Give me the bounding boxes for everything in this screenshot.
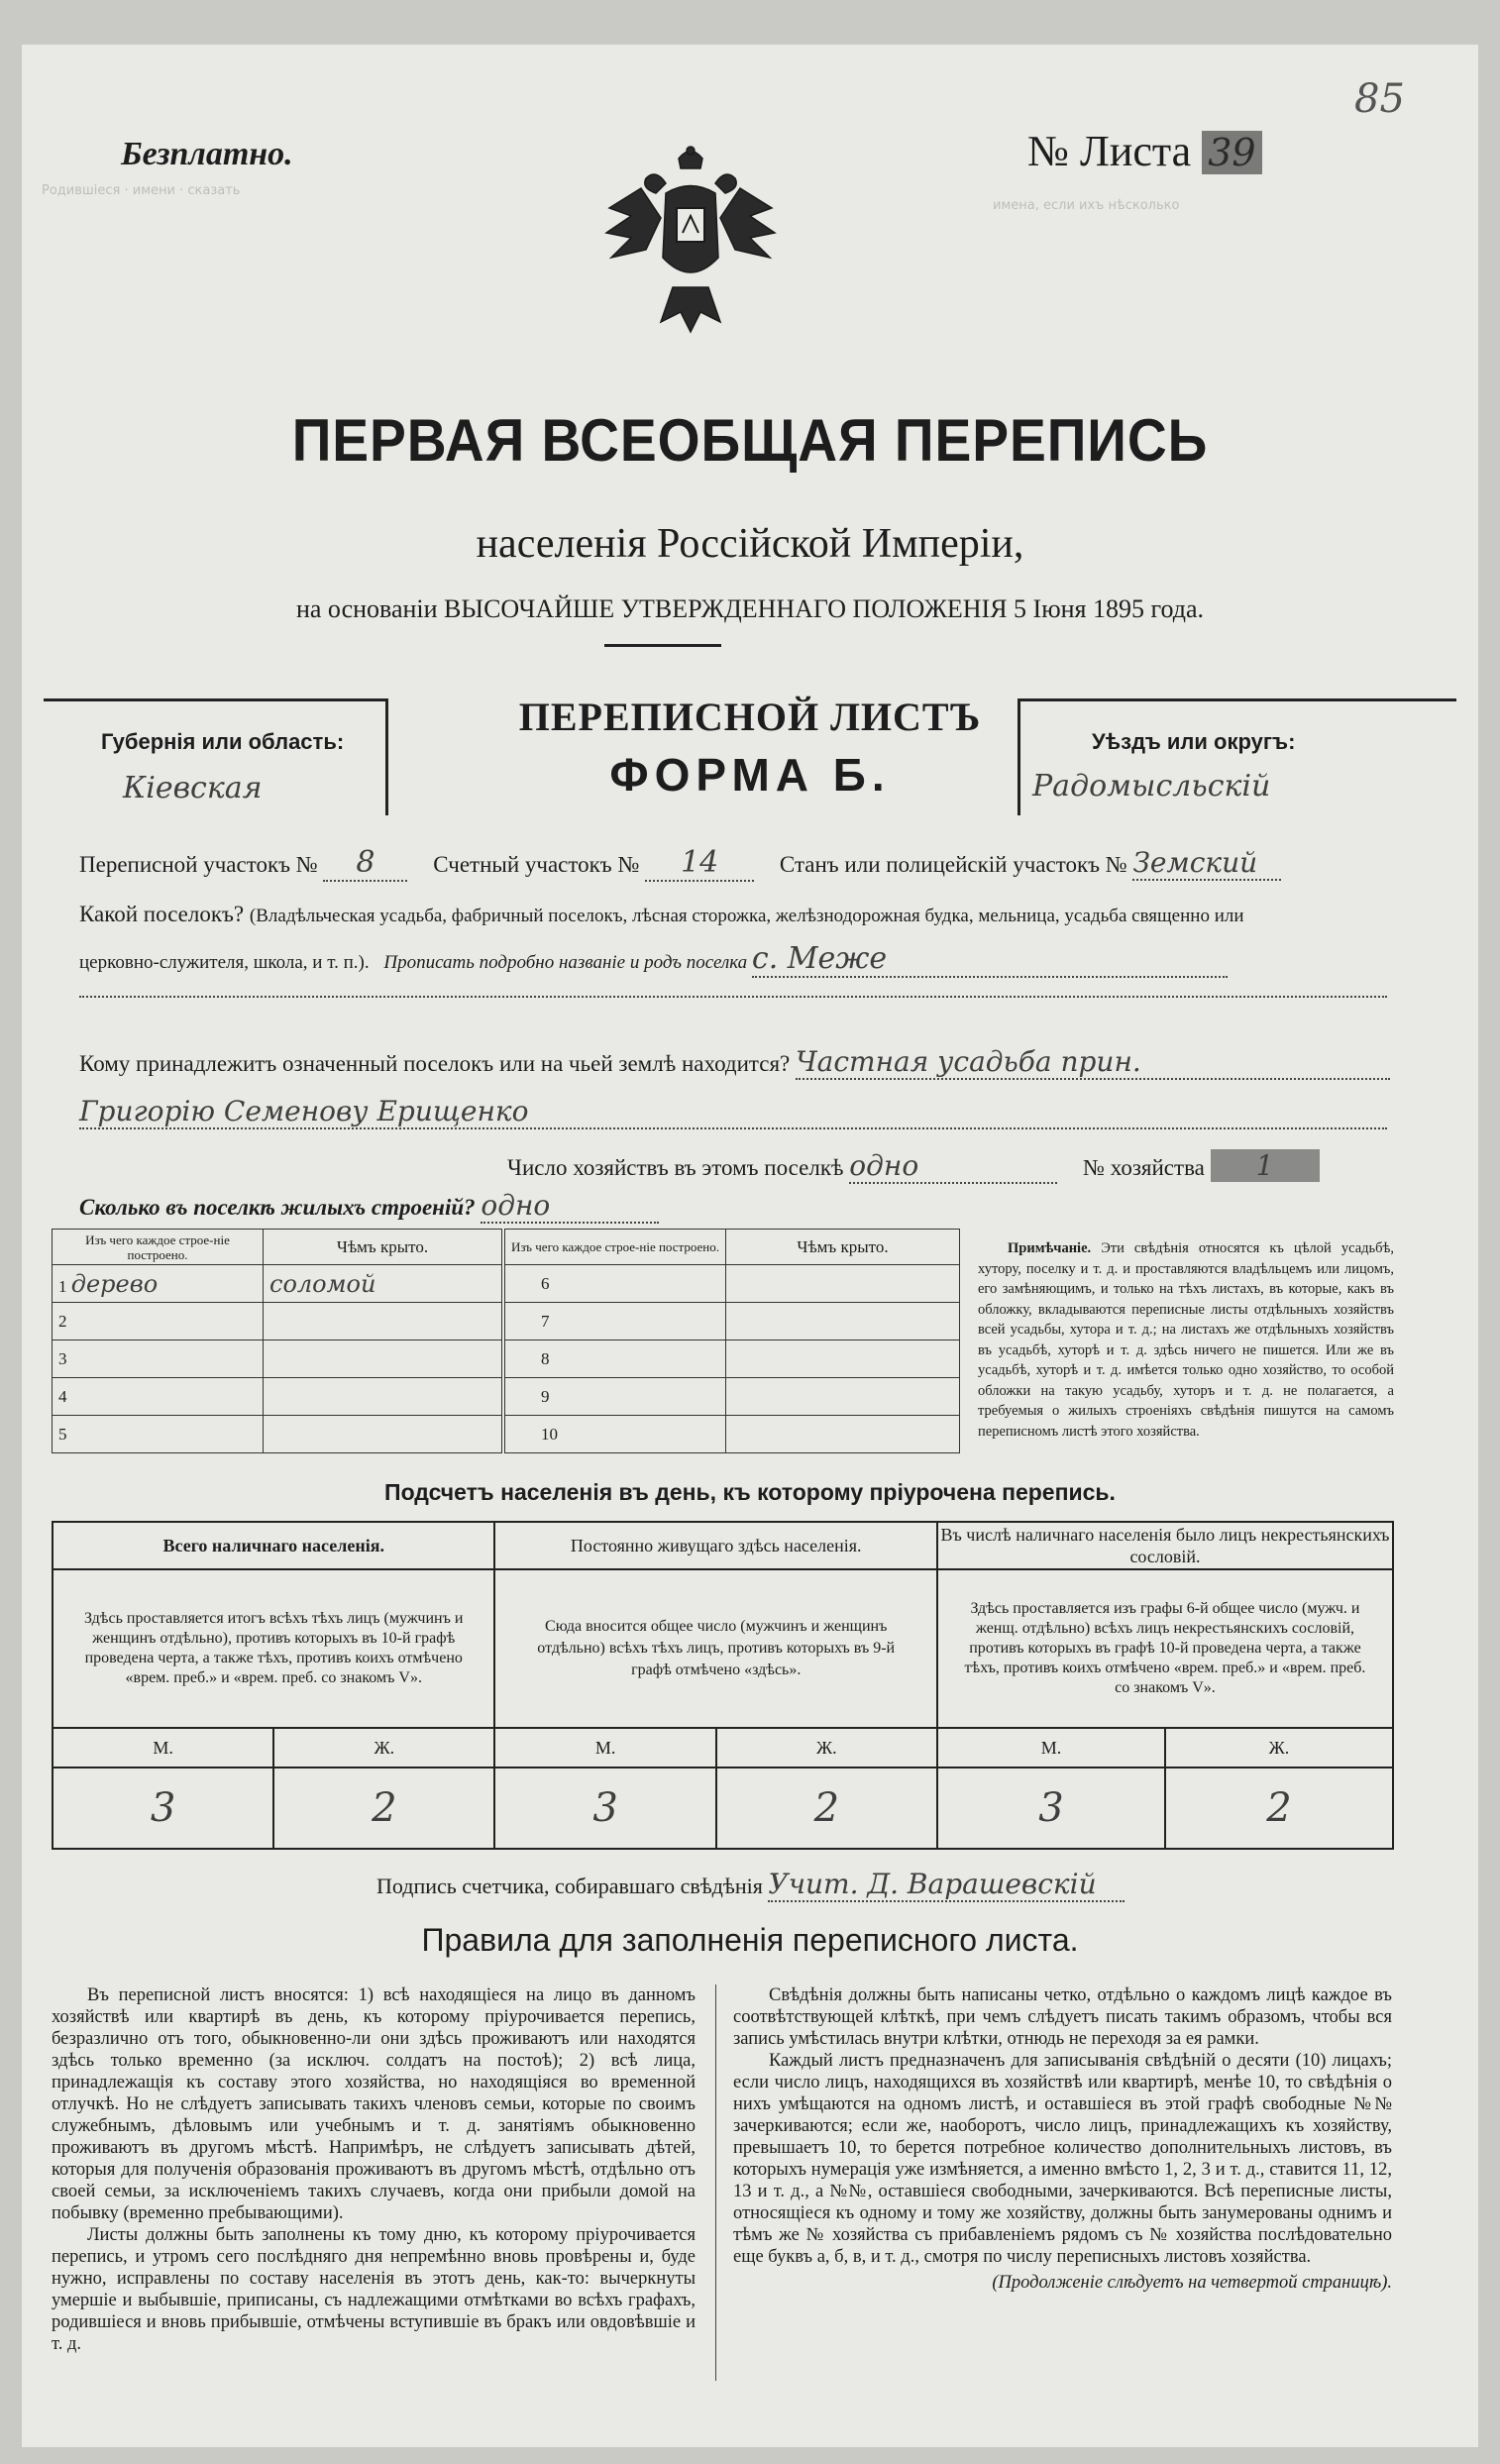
permanent-header: Постоянно живущаго здѣсь населенія. bbox=[494, 1522, 936, 1569]
province-label: Губернія или область: bbox=[101, 729, 345, 754]
rules-left-paragraph-2: Листы должны быть заполнены къ тому дню, къ которому пріурочивается перепись, и утромъ сего послѣдняго дня непремѣнно вновь провѣрены и, буде нужно, исправлены по составу населенія въ этотъ день, как-то: вычеркнуты умершіе и выбывшіе, приписаны, съ надлежащими отмѣтками во всѣхъ графахъ, родившіеся и вновь прибывшіе, отмѣчены вступившіе въ бракъ или овдовѣвшіе и т. д. bbox=[52, 2225, 696, 2354]
census-section-value[interactable]: 8 bbox=[323, 845, 407, 882]
non-peasant-header: Въ числѣ наличнаго населенія было лицъ некрестьянскихъ сословій. bbox=[937, 1522, 1393, 1569]
rules-right-paragraph-2: Каждый листъ предназначенъ для записыванія свѣдѣній о десяти (10) лицахъ; если число лицъ, находящихся въ хозяйствѣ или квартирѣ, менѣе 10, то свѣдѣнія о нихъ умѣщаются на одномъ листѣ, и оставшіеся въ этой графѣ свободные №№ зачеркиваются; если же, наоборотъ, число лицъ, принадлежащихъ къ хозяйству, превышаетъ 10, то берется потребное количество дополнительныхъ листовъ, въ которыхъ нумерація уже измѣняется, а именно вмѣсто 1, 2, 3 и т. д., ставится 11, 12, 13 и т. д., а №№, оставшіеся свободными, зачеркиваются. Всѣ переписные листы, относящіеся къ одному и тому же хозяйству, должны быть занумерованы однимъ и тѣмъ же № хозяйства съ прибавленіемъ рядомъ съ № хозяйства послѣдовательно еще буквъ а, б, в, и т. д., смотря по числу переписныхъ листовъ хозяйства. bbox=[733, 2051, 1392, 2267]
building-row-2[interactable]: 2 bbox=[53, 1303, 264, 1340]
building-row-4[interactable]: 4 bbox=[53, 1378, 264, 1416]
building-material-1[interactable]: дерево bbox=[70, 1269, 159, 1298]
female-header-1: Ж. bbox=[273, 1728, 494, 1768]
census-sheet bbox=[22, 45, 1478, 2447]
settlement-instruction: Прописать подробно названіе и родъ поселка bbox=[383, 952, 748, 973]
buildings-value[interactable]: одно bbox=[481, 1189, 659, 1224]
population-table bbox=[52, 1521, 1394, 1850]
male-header-2: М. bbox=[494, 1728, 715, 1768]
sheet-number bbox=[1027, 126, 1262, 176]
total-present-male[interactable]: 3 bbox=[53, 1768, 273, 1849]
building-roof-10[interactable] bbox=[726, 1416, 960, 1453]
building-row-8[interactable]: 8 bbox=[505, 1340, 726, 1378]
bleed-through-text-right: имена, если ихъ нѣсколько bbox=[993, 198, 1180, 213]
rules-continuation: (Продолженіе слѣдуетъ на четвертой страницѣ). bbox=[992, 2273, 1392, 2293]
male-header-3: М. bbox=[937, 1728, 1165, 1768]
household-number-value[interactable]: 1 bbox=[1211, 1149, 1320, 1182]
title-divider bbox=[604, 644, 721, 647]
non-peasant-male[interactable]: 3 bbox=[937, 1768, 1165, 1849]
legal-basis: на основаніи ВЫСОЧАЙШЕ УТВЕРЖДЕННАГО ПОЛОЖЕНІЯ 5 Іюня 1895 года. bbox=[295, 594, 1205, 623]
signature-value[interactable]: Учит. Д. Варашевскій bbox=[768, 1868, 1125, 1902]
settlement-label: Какой поселокъ? bbox=[79, 902, 245, 926]
settlement-row bbox=[79, 902, 1389, 927]
main-title: ПЕРВАЯ ВСЕОБЩАЯ ПЕРЕПИСЬ bbox=[291, 407, 1209, 474]
female-header-2: Ж. bbox=[716, 1728, 937, 1768]
non-peasant-desc: Здѣсь проставляется изъ графы 6-й общее число (мужч. и женщ. отдѣльно) всѣхъ лицъ некрестьянскихъ сословій, противъ которыхъ въ графѣ 10-й проведена черта, а также тѣхъ, противъ коихъ отмѣчено «врем. преб.» и «врем. преб. со знакомъ V». bbox=[937, 1569, 1393, 1728]
total-present-header: Всего наличнаго населенія. bbox=[53, 1522, 494, 1569]
roof-header-right: Чѣмъ крыто. bbox=[726, 1230, 960, 1265]
owner-value[interactable]: Частная усадьба прин. bbox=[796, 1045, 1390, 1080]
blank-line bbox=[79, 996, 1387, 998]
free-of-charge-label: Безплатно. bbox=[121, 136, 293, 172]
material-header: Изъ чего каждое строе-ніе построено. bbox=[53, 1230, 264, 1265]
rules-right-paragraph-1: Свѣдѣнія должны быть написаны четко, отдѣльно о каждомъ лицѣ каждое въ соотвѣтствующей клѣткѣ, при чемъ слѣдуетъ писать такимъ образомъ, чтобы вся запись умѣстилась внутри клѣтки, отнюдь не переходя за ея рамки. bbox=[733, 1985, 1392, 2049]
count-section-value[interactable]: 14 bbox=[645, 845, 754, 882]
owner-label: Кому принадлежитъ означенный поселокъ или на чьей землѣ находится? bbox=[79, 1051, 791, 1076]
building-roof-6[interactable] bbox=[726, 1265, 960, 1303]
households-row bbox=[507, 1149, 1320, 1184]
non-peasant-female[interactable]: 2 bbox=[1165, 1768, 1393, 1849]
building-row-6[interactable]: 6 bbox=[505, 1265, 726, 1303]
rules-title: Правила для заполненія переписного листа. bbox=[421, 1922, 1079, 1958]
settlement-note-2: церковно-служителя, школа, и т. п.). bbox=[79, 952, 370, 973]
building-roof-9[interactable] bbox=[726, 1378, 960, 1416]
settlement-note: (Владѣльческая усадьба, фабричный поселокъ, лѣсная сторожка, желѣзнодорожная будка, мельница, усадьба священно или bbox=[249, 906, 1244, 926]
settlement-value[interactable]: с. Меже bbox=[752, 941, 1228, 978]
building-roof-8[interactable] bbox=[726, 1340, 960, 1378]
rules-left-column bbox=[52, 1984, 696, 2355]
households-value[interactable]: одно bbox=[849, 1149, 1057, 1184]
building-roof-5[interactable] bbox=[264, 1416, 502, 1453]
district-label: Уѣздъ или округъ: bbox=[1092, 729, 1296, 754]
province-value[interactable]: Кіевская bbox=[123, 771, 263, 805]
roof-header: Чѣмъ крыто. bbox=[264, 1230, 502, 1265]
total-present-female[interactable]: 2 bbox=[273, 1768, 494, 1849]
building-row-10[interactable]: 10 bbox=[505, 1416, 726, 1453]
male-header-1: М. bbox=[53, 1728, 273, 1768]
permanent-female[interactable]: 2 bbox=[716, 1768, 937, 1849]
rules-left-paragraph-1: Въ переписной листъ вносятся: 1) всѣ находящіеся на лицо въ данномъ хозяйствѣ или квартирѣ въ день, къ которому пріурочивается перепись, безразлично отъ того, обыкновенно-ли они здѣсь проживаютъ или находятся здѣсь только временно (за исключ. солдатъ на постоѣ); 2) всѣ лица, принадлежащія къ составу этого хозяйства, но находящіяся во временной отлучкѣ. Но не слѣдуетъ записывать такихъ членовъ семьи, которые по своимъ служебнымъ, дѣловымъ или учебнымъ и т. д. занятіямъ обыкновенно проживаютъ въ другомъ мѣстѣ. Напримѣръ, не слѣдуетъ записывать дѣтей, которыя для полученія образованія проживаютъ въ другомъ мѣстѣ, отдѣльно отъ своей семьи, за исключеніемъ такихъ случаевъ, когда они прибыли домой на побывку (временно пребывающими). bbox=[52, 1985, 696, 2223]
household-number-label: № хозяйства bbox=[1083, 1155, 1205, 1180]
material-header-right: Изъ чего каждое строе-ніе построено. bbox=[505, 1230, 726, 1265]
signature-row bbox=[376, 1868, 1125, 1902]
count-section-label: Счетный участокъ № bbox=[433, 852, 640, 877]
corner-page-number: 85 bbox=[1354, 76, 1405, 122]
building-row-7[interactable]: 7 bbox=[505, 1303, 726, 1340]
sections-row bbox=[79, 845, 1389, 882]
building-roof-4[interactable] bbox=[264, 1378, 502, 1416]
building-roof-1[interactable]: соломой bbox=[264, 1265, 502, 1303]
signature-label: Подпись счетчика, собиравшаго свѣдѣнія bbox=[376, 1874, 763, 1898]
census-section-label: Переписной участокъ № bbox=[79, 852, 318, 877]
buildings-table-left bbox=[52, 1229, 502, 1453]
building-roof-2[interactable] bbox=[264, 1303, 502, 1340]
female-header-3: Ж. bbox=[1165, 1728, 1393, 1768]
sheet-number-value: 39 bbox=[1202, 131, 1261, 174]
buildings-note bbox=[978, 1238, 1394, 1442]
building-row-5[interactable]: 5 bbox=[53, 1416, 264, 1453]
permanent-desc: Сюда вносится общее число (мужчинъ и женщинъ отдѣльно) всѣхъ тѣхъ лицъ, противъ которыхъ въ 9-й графѣ отмѣчено «здѣсь». bbox=[494, 1569, 936, 1728]
bleed-through-text: Родившіеся · имени · сказать bbox=[42, 183, 241, 198]
rules-right-column bbox=[733, 1984, 1392, 2294]
buildings-table-right bbox=[504, 1229, 960, 1453]
subtitle: населенія Россійской Имперіи, bbox=[476, 521, 1024, 567]
building-roof-3[interactable] bbox=[264, 1340, 502, 1378]
total-present-desc: Здѣсь проставляется итогъ всѣхъ тѣхъ лицъ (мужчинъ и женщинъ отдѣльно), противъ которыхъ въ 10-й графѣ проведена черта, а также тѣхъ, противъ коихъ отмѣчено «врем. преб.» и «врем. преб. со знакомъ V». bbox=[53, 1569, 494, 1728]
form-subtitle: ФОРМА Б. bbox=[609, 749, 891, 801]
building-roof-7[interactable] bbox=[726, 1303, 960, 1340]
buildings-row bbox=[79, 1189, 1389, 1224]
form-title: ПЕРЕПИСНОЙ ЛИСТЪ bbox=[518, 695, 982, 739]
note-text: Эти свѣдѣнія относятся къ цѣлой усадьбѣ, хутору, поселку и т. д. и проставляются владѣльцемъ или лицомъ, его замѣняющимъ, и только на тѣхъ листахъ, въ которые, какъ въ обложку, вкладываются переписные листы отдѣльныхъ хозяйствъ всей усадьбы, хутора и т. д.; на листахъ же отдѣльныхъ хозяйствъ въ усадьбѣ, хуторѣ и т. д. здѣсь ничего не пишется. Или же въ усадьбѣ, хуторѣ и т. д. имѣется только одно хозяйство, то особой обложки на такую усадьбу, хуторъ и т. д. не полагается, а требуемыя о жилыхъ строеніяхъ свѣдѣнія пишутся на самомъ переписномъ листѣ этого хозяйства. bbox=[978, 1240, 1395, 1440]
owner-row-2 bbox=[79, 1095, 1389, 1129]
buildings-label: Сколько въ поселкѣ жилыхъ строеній? bbox=[79, 1195, 476, 1220]
district-box bbox=[1018, 698, 1456, 815]
rules-column-divider bbox=[715, 1984, 716, 2381]
stan-label: Станъ или полицейскій участокъ № bbox=[779, 852, 1127, 877]
sheet-number-label: № Листа bbox=[1027, 127, 1192, 175]
permanent-male[interactable]: 3 bbox=[494, 1768, 715, 1849]
building-row-3[interactable]: 3 bbox=[53, 1340, 264, 1378]
owner-value-2[interactable]: Григорію Семенову Ерищенко bbox=[79, 1095, 1387, 1129]
households-label: Число хозяйствъ въ этомъ поселкѣ bbox=[507, 1155, 844, 1180]
district-value[interactable]: Радомысльскій bbox=[1032, 769, 1271, 803]
stan-value[interactable]: Земский bbox=[1132, 846, 1281, 881]
population-heading: Подсчетъ населенія въ день, къ которому пріурочена перепись. bbox=[384, 1479, 1116, 1505]
owner-row bbox=[79, 1045, 1389, 1080]
double-headed-eagle-icon bbox=[601, 139, 780, 337]
building-row-9[interactable]: 9 bbox=[505, 1378, 726, 1416]
note-heading: Примѣчаніе. bbox=[1008, 1240, 1092, 1256]
settlement-row-2 bbox=[79, 941, 1389, 978]
building-row-1: 1 дерево bbox=[53, 1265, 264, 1303]
